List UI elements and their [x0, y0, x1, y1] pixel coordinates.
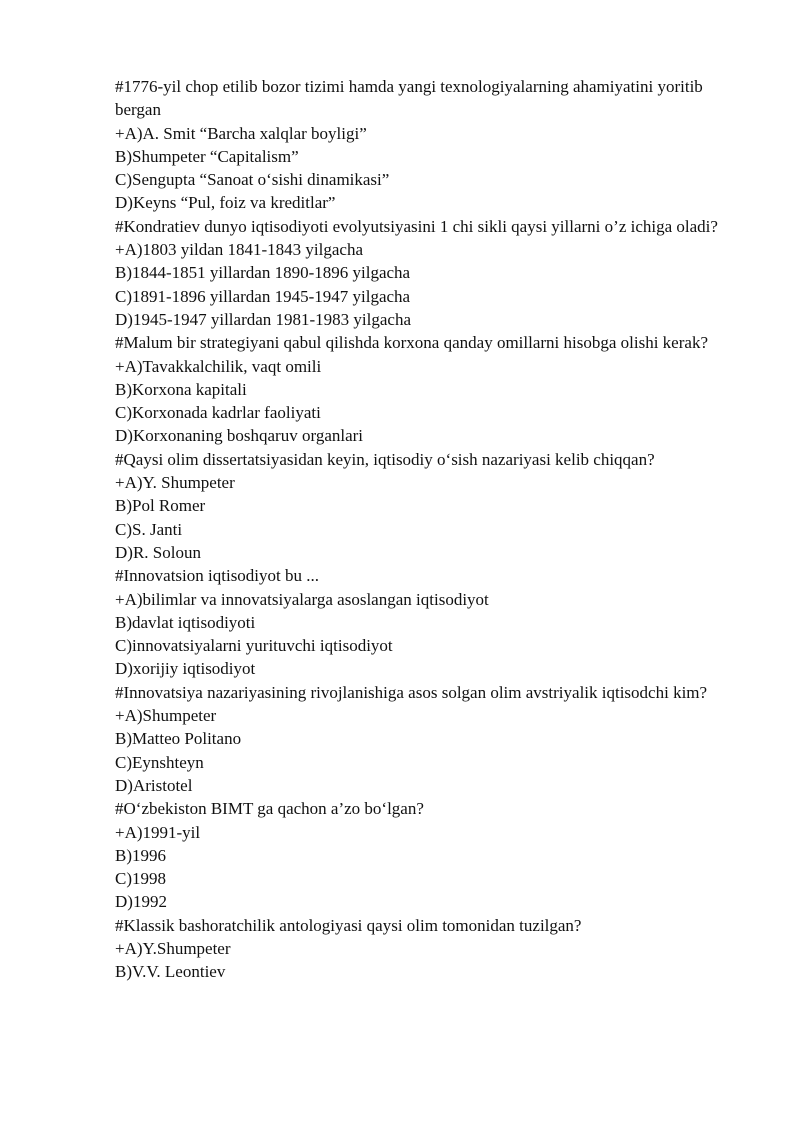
document-page [115, 75, 740, 984]
answer-option-correct: +A)Tavakkalchilik, vaqt omili [115, 356, 322, 376]
question-text: #Kondratiev dunyo iqtisodiyoti evolyutsiyasini 1 chi sikli qaysi yillarni o’z ichiga oladi? [115, 216, 718, 236]
question-text: #Innovatsion iqtisodiyot bu ... [115, 566, 319, 586]
answer-option-correct: +A)1803 yildan 1841-1843 yilgacha [115, 240, 364, 260]
answer-option: B)V.V. Leontiev [115, 962, 226, 982]
question-text: #O‘zbekiston BIMT ga qachon a’zo bo‘lgan? [115, 799, 424, 819]
question-text: #Qaysi olim dissertatsiyasidan keyin, iqtisodiy o‘sish nazariyasi kelib chiqqan? [115, 449, 655, 469]
answer-option: B)1996 [115, 845, 166, 865]
answer-option: C)Korxonada kadrlar faoliyati [115, 403, 321, 423]
answer-option: D)xorijiy iqtisodiyot [115, 659, 256, 679]
answer-option: D)Korxonaning boshqaruv organlari [115, 426, 364, 446]
answer-option-correct: +A)bilimlar va innovatsiyalarga asoslangan iqtisodiyot [115, 589, 489, 609]
answer-option: B)1844-1851 yillardan 1890-1896 yilgacha [115, 263, 411, 283]
answer-option: B)davlat iqtisodiyoti [115, 612, 256, 632]
question-text: #Klassik bashoratchilik antologiyasi qaysi olim tomonidan tuzilgan? [115, 915, 582, 935]
answer-option-correct: +A)A. Smit “Barcha xalqlar boyligi” [115, 123, 367, 143]
answer-option: C)Eynshteyn [115, 752, 204, 772]
question-text: #Innovatsiya nazariyasining rivojlanishiga asos solgan olim avstriyalik iqtisodchi kim? [115, 682, 708, 702]
answer-option: D)Keyns “Pul, foiz va kreditlar” [115, 193, 336, 213]
answer-option: D)1992 [115, 892, 167, 912]
answer-option: D)1945-1947 yillardan 1981-1983 yilgacha [115, 309, 412, 329]
answer-option-correct: +A)Y. Shumpeter [115, 473, 235, 493]
question-text: #1776-yil chop etilib bozor tizimi hamda yangi texnologiyalarning ahamiyatini yoritib bergan [115, 77, 703, 120]
answer-option-correct: +A)1991-yil [115, 822, 201, 842]
answer-option: D)R. Soloun [115, 542, 201, 562]
answer-option: B)Pol Romer [115, 496, 206, 516]
answer-option: C)Sengupta “Sanoat o‘sishi dinamikasi” [115, 170, 390, 190]
answer-option: D)Aristotel [115, 775, 193, 795]
answer-option-correct: +A)Y.Shumpeter [115, 938, 231, 958]
answer-option: B)Matteo Politano [115, 729, 242, 749]
answer-option: C)1998 [115, 869, 166, 889]
answer-option-correct: +A)Shumpeter [115, 706, 217, 726]
answer-option: B)Shumpeter “Capitalism” [115, 146, 299, 166]
question-text: #Malum bir strategiyani qabul qilishda korxona qanday omillarni hisobga olishi kerak? [115, 333, 708, 353]
answer-option: C)1891-1896 yillardan 1945-1947 yilgacha [115, 286, 411, 306]
answer-option: C)innovatsiyalarni yurituvchi iqtisodiyot [115, 636, 393, 656]
answer-option: C)S. Janti [115, 519, 183, 539]
answer-option: B)Korxona kapitali [115, 379, 247, 399]
